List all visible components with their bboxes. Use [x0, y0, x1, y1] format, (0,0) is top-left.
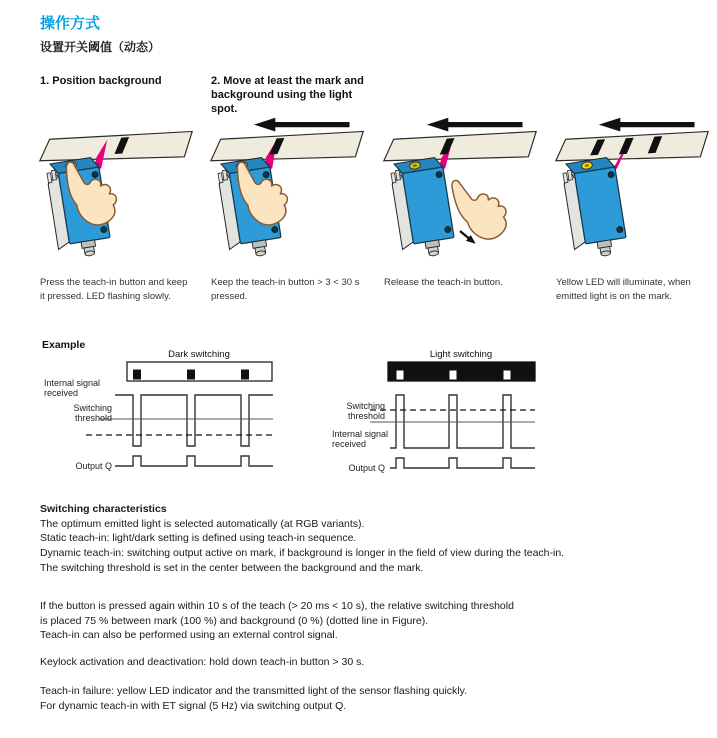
- diagram-label: Output Q: [348, 463, 385, 473]
- page-subtitle: 设置开关阈值（动态）: [40, 40, 161, 54]
- output-q-waveform: [115, 456, 273, 466]
- step-2-illustration: [205, 116, 373, 270]
- diagram-mark: [397, 371, 404, 380]
- example-label: Example: [42, 339, 86, 351]
- diagram-label: Switching: [73, 403, 112, 413]
- diagram-label: Output Q: [75, 461, 112, 471]
- diagram-label: Switching: [346, 401, 385, 411]
- background-strip: [556, 131, 708, 160]
- diagram-label: Internal signal: [332, 429, 389, 439]
- text-line: Keylock activation and deactivation: hold down teach-in button > 30 s.: [40, 656, 365, 668]
- step-2-heading: 2. Move at least the mark and background using the light spot.: [211, 75, 364, 115]
- keylock-paragraph: [40, 655, 700, 670]
- text-line: If the button is pressed again within 10 s of the teach (> 20 ms < 10 s), the relative switching threshold: [40, 600, 514, 612]
- page-title: 操作方式: [40, 15, 101, 32]
- step-4-illustration: [550, 116, 717, 270]
- diagram-label: threshold: [347, 411, 385, 421]
- background-strip: [211, 131, 363, 160]
- background-strip: [40, 131, 192, 160]
- sensor-terminal-tab: [395, 170, 400, 180]
- step-1-caption: Press the teach-in button and keep it pressed. LED flashing slowly.: [40, 277, 188, 302]
- background-strip: [384, 131, 536, 160]
- sensor-terminal-tab: [391, 173, 396, 183]
- sensor: [389, 156, 456, 260]
- timing-diagram-light-switching: [330, 348, 630, 484]
- diagram-strip: [127, 362, 272, 381]
- text-line: The switching threshold is set in the center between the background and the mark.: [40, 561, 424, 574]
- timing-diagram-canvas: [36, 348, 336, 484]
- text-line: Static teach-in: light/dark setting is defined using teach-in sequence.: [40, 532, 357, 545]
- text-line: The optimum emitted light is selected automatically (at RGB variants).: [40, 517, 365, 530]
- text-line: Teach-in can also be performed using an external control signal.: [40, 629, 338, 642]
- move-left-arrow-icon: [427, 118, 523, 132]
- switching-characteristics-paragraph: [40, 502, 700, 576]
- timing-diagram-canvas: [330, 348, 630, 484]
- diagram-mark: [187, 370, 195, 380]
- sensor-terminal-tab: [51, 170, 56, 180]
- move-left-arrow-icon: [599, 118, 695, 132]
- text-line: Teach-in failure: yellow LED indicator and the transmitted light of the sensor flashing quickly.: [40, 685, 468, 697]
- text-line: Dynamic teach-in: switching output active on mark, if background is longer in the field of view during the teach-in.: [40, 547, 565, 560]
- pointing-hand-icon: [444, 166, 516, 247]
- step-1-heading: 1. Position background: [40, 75, 162, 87]
- diagram-title: Light switching: [429, 349, 493, 360]
- diagram-mark: [133, 370, 141, 380]
- diagram-strip: [388, 362, 535, 381]
- step-1-illustration: [34, 116, 202, 270]
- diagram-label: received: [332, 439, 367, 449]
- step-illustration-canvas: [205, 116, 371, 268]
- diagram-mark: [241, 370, 249, 380]
- step-4-caption: Yellow LED will illuminate, when emitted light is on the mark.: [556, 277, 691, 302]
- internal-signal-waveform: [115, 395, 273, 446]
- sensor-terminal-tab: [563, 173, 568, 183]
- text-line: is placed 75 % between mark (100 %) and background (0 %) (dotted line in Figure).: [40, 614, 429, 627]
- step-3-illustration: [378, 116, 546, 270]
- threshold-paragraph: [40, 599, 700, 643]
- diagram-title: Dark switching: [168, 349, 230, 360]
- step-2-caption: Keep the teach-in button > 3 < 30 s pressed.: [211, 277, 360, 302]
- diagram-label: threshold: [74, 413, 112, 423]
- sensor-terminal-tab: [218, 173, 223, 183]
- step-illustration-canvas: [378, 116, 544, 268]
- step-illustration-canvas: [550, 116, 716, 268]
- sensor: [561, 156, 628, 260]
- switching-characteristics-heading: Switching characteristics: [40, 503, 167, 515]
- diagram-mark: [504, 371, 511, 380]
- output-q-waveform: [390, 458, 535, 468]
- diagram-label: Internal signal: [44, 378, 101, 388]
- sensor-terminal-tab: [567, 170, 572, 180]
- diagram-label: received: [44, 388, 79, 398]
- step-3-caption: Release the teach-in button.: [384, 277, 503, 288]
- sensor-terminal-tab: [222, 170, 227, 180]
- timing-diagram-dark-switching: [36, 348, 336, 484]
- step-illustration-canvas: [34, 116, 200, 268]
- diagram-mark: [450, 371, 457, 380]
- teach-in-failure-paragraph: [40, 684, 700, 713]
- sensor-terminal-tab: [47, 173, 52, 183]
- text-line: For dynamic teach-in with ET signal (5 Hz) via switching output Q.: [40, 699, 347, 712]
- move-left-arrow-icon: [254, 118, 350, 132]
